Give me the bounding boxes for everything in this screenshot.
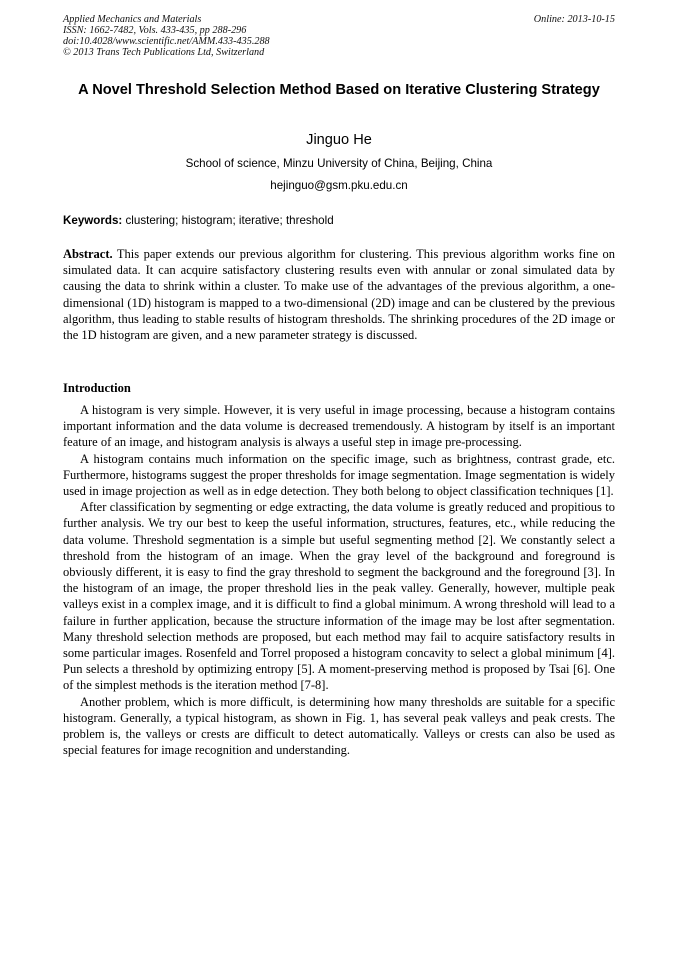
journal-header bbox=[63, 14, 383, 58]
section-heading-introduction: Introduction bbox=[63, 381, 131, 395]
author-email: hejinguo@gsm.pku.edu.cn bbox=[270, 179, 408, 192]
author-affiliation: School of science, Minzu University of China, Beijing, China bbox=[185, 157, 493, 170]
keywords bbox=[63, 214, 615, 228]
abstract bbox=[63, 246, 615, 343]
intro-paragraph: Another problem, which is more difficult, is determining how many thresholds are suitable for a specific histogram. Generally, a typical histogram, as shown in Fig. 1, has several peak valleys and peak crests. The problem is, the valleys or crests are difficult to detect automatically. Valleys or crests can also be used as special features for image recognition and understanding. bbox=[63, 694, 615, 758]
journal-doi: doi:10.4028/www.scientific.net/AMM.433-435.288 bbox=[63, 36, 270, 47]
journal-issn: ISSN: 1662-7482, Vols. 433-435, pp 288-296 bbox=[63, 25, 247, 36]
intro-paragraph: After classification by segmenting or edge extracting, the data volume is greatly reduced and propitious to further analysis. We try our best to keep the useful information, structures, features, etc., while reducing the data volume. Threshold segmentation is a simple but useful segmenting method [2]. We constantly select a threshold from the histogram of an image. When the gray level of the background and foreground is obviously different, it is easy to find the gray threshold to segment the background and the foreground [3]. In the histogram of an image, the proper threshold lies in the peak valley. Generally, however, multiple peak valleys exist in a complex image, and it is difficult to find a global minimum. A wrong threshold will lead to a failure in further application, because the structure information of the image may be lost after segmentation. Many threshold selection methods are proposed, but each method may fail to acquire satisfactory results in some particular images. Rosenfeld and Torrel proposed a histogram concavity to select a global minimum [4]. Pun selects a threshold by optimizing entropy [5]. A moment-preserving method is proposed by Tsai [6]. One of the simplest methods is the iteration method [7-8]. bbox=[63, 500, 615, 693]
keywords-text: clustering; histogram; iterative; threshold bbox=[122, 214, 334, 227]
keywords-label: Keywords: bbox=[63, 214, 123, 227]
introduction-body bbox=[63, 402, 615, 758]
intro-paragraph: A histogram is very simple. However, it is very useful in image processing, because a histogram contains important information and the data volume is decreased tremendously. A histogram by itself is an important feature of an image, and histogram analysis is always a useful step in image pre-processing. bbox=[63, 403, 615, 450]
abstract-label: Abstract. bbox=[63, 247, 113, 261]
author-name: Jinguo He bbox=[306, 132, 372, 148]
intro-paragraph: A histogram contains much information on the specific image, such as brightness, contrast grade, etc. Furthermore, histograms suggest the proper thresholds for image segmentation. Image segmentation is widely used in image projection as well as in edge detection. They both belong to object classification techniques [1]. bbox=[63, 451, 615, 499]
paper-title: A Novel Threshold Selection Method Based on Iterative Clustering Strategy bbox=[78, 82, 600, 98]
journal-copyright: © 2013 Trans Tech Publications Ltd, Switzerland bbox=[63, 47, 265, 58]
online-date: Online: 2013-10-15 bbox=[533, 14, 615, 25]
journal-name: Applied Mechanics and Materials bbox=[63, 14, 202, 25]
abstract-text: This paper extends our previous algorithm for clustering. This previous algorithm works fine on simulated data. It can acquire satisfactory clustering results even with annular or zonal simulated data by causing the data to shrink within a cluster. To make use of the advantages of the previous algorithm, a one-dimensional (1D) histogram is mapped to a two-dimensional (2D) image and can be clustered by the previous algorithm, thus leading to stable results of histogram thresholds. The shrinking procedures of the 2D image or the 1D histogram are given, and a new parameter strategy is discussed. bbox=[63, 247, 615, 343]
